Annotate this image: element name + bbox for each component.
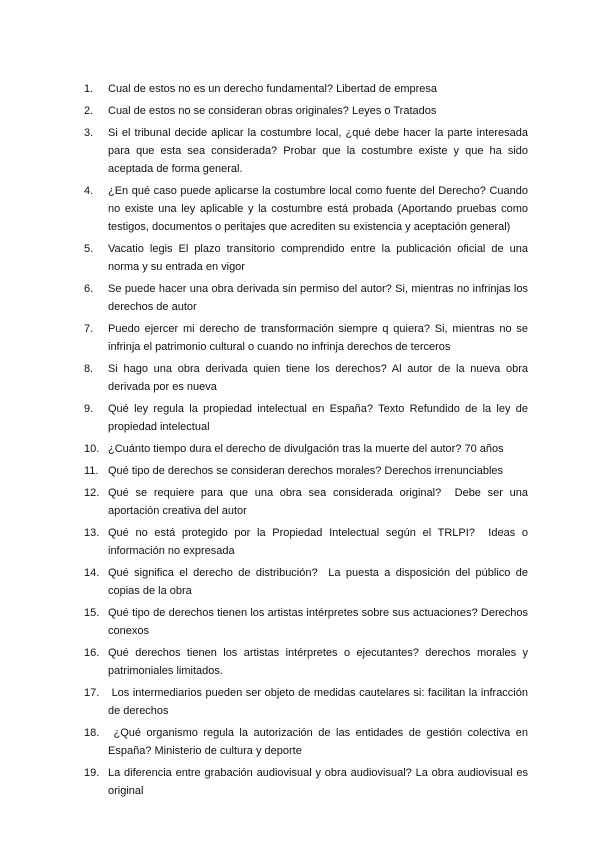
item-text: Qué tipo de derechos tienen los artistas intérpretes sobre sus actuaciones? Derechos conexos xyxy=(108,607,532,637)
item-text: Cual de estos no es un derecho fundamental? Libertad de empresa xyxy=(108,83,437,95)
item-number: 6. xyxy=(84,283,94,295)
item-number: 19. xyxy=(84,767,100,779)
item-number: 10. xyxy=(84,443,100,455)
list-item xyxy=(84,684,532,720)
item-text: Qué ley regula la propiedad intelectual en España? Texto Refundido de la ley de propiedad intelectual xyxy=(108,403,532,433)
item-text: Los intermediarios pueden ser objeto de medidas cautelares si: facilitan la infracción de derechos xyxy=(108,687,532,717)
list-item xyxy=(84,524,532,560)
list-item xyxy=(84,440,528,458)
item-number: 4. xyxy=(84,185,94,197)
item-number: 8. xyxy=(84,363,94,375)
question-list xyxy=(84,80,532,804)
item-number: 5. xyxy=(84,243,94,255)
item-text: ¿Qué organismo regula la autorización de las entidades de gestión colectiva en España? Ministerio de cultura y deporte xyxy=(108,727,532,757)
list-item xyxy=(84,124,532,178)
item-number: 7. xyxy=(84,323,94,335)
list-item xyxy=(84,604,532,640)
item-number: 9. xyxy=(84,403,94,415)
item-number: 3. xyxy=(84,127,94,139)
item-text: Qué tipo de derechos se consideran derechos morales? Derechos irrenunciables xyxy=(108,465,504,477)
list-item xyxy=(84,80,528,98)
list-item xyxy=(84,462,528,480)
item-text: Qué significa el derecho de distribución? La puesta a disposición del público de copias de la obra xyxy=(108,567,532,597)
item-number: 11. xyxy=(84,465,99,477)
item-number: 14. xyxy=(84,567,100,579)
list-item xyxy=(84,644,532,680)
item-text: Si hago una obra derivada quien tiene los derechos? Al autor de la nueva obra derivada por es nueva xyxy=(108,363,532,393)
list-item xyxy=(84,240,532,276)
item-text: Si el tribunal decide aplicar la costumbre local, ¿qué debe hacer la parte interesada para que esta sea considerada? Probar que la costumbre existe y que ha sido aceptada de forma general. xyxy=(108,127,532,175)
item-text: ¿Cuánto tiempo dura el derecho de divulgación tras la muerte del autor? 70 años xyxy=(108,443,504,455)
list-item xyxy=(84,102,528,120)
item-text: Qué se requiere para que una obra sea considerada original? Debe ser una aportación creativa del autor xyxy=(108,487,532,517)
item-text: Qué derechos tienen los artistas intérpretes o ejecutantes? derechos morales y patrimoniales limitados. xyxy=(108,647,532,677)
item-text: ¿En qué caso puede aplicarse la costumbre local como fuente del Derecho? Cuando no existe una ley aplicable y la costumbre está probada (Aportando pruebas como testigos, documentos o peritajes que acrediten su existencia y aceptación general) xyxy=(108,185,532,233)
item-text: Qué no está protegido por la Propiedad Intelectual según el TRLPI? Ideas o información no expresada xyxy=(108,527,532,557)
item-text: Cual de estos no se consideran obras originales? Leyes o Tratados xyxy=(108,105,437,117)
list-item xyxy=(84,724,532,760)
item-number: 16. xyxy=(84,647,100,659)
item-number: 18. xyxy=(84,727,100,739)
list-item xyxy=(84,182,532,236)
list-item xyxy=(84,764,532,800)
list-item xyxy=(84,400,532,436)
item-number: 1. xyxy=(84,83,94,95)
item-text: Vacatio legis El plazo transitorio comprendido entre la publicación oficial de una norma y su entrada en vigor xyxy=(108,243,532,273)
item-number: 13. xyxy=(84,527,100,539)
item-number: 2. xyxy=(84,105,94,117)
item-number: 17. xyxy=(84,687,100,699)
item-number: 15. xyxy=(84,607,100,619)
item-text: Puedo ejercer mi derecho de transformación siempre q quiera? Si, mientras no se infrinja el patrimonio cultural o cuando no infrinja derechos de terceros xyxy=(108,323,532,353)
list-item xyxy=(84,484,532,520)
list-item xyxy=(84,320,532,356)
list-item xyxy=(84,360,532,396)
item-text: La diferencia entre grabación audiovisual y obra audiovisual? La obra audiovisual es original xyxy=(108,767,532,797)
list-item xyxy=(84,564,532,600)
item-text: Se puede hacer una obra derivada sin permiso del autor? Si, mientras no infrinjas los derechos de autor xyxy=(108,283,532,313)
item-number: 12. xyxy=(84,487,100,499)
list-item xyxy=(84,280,532,316)
